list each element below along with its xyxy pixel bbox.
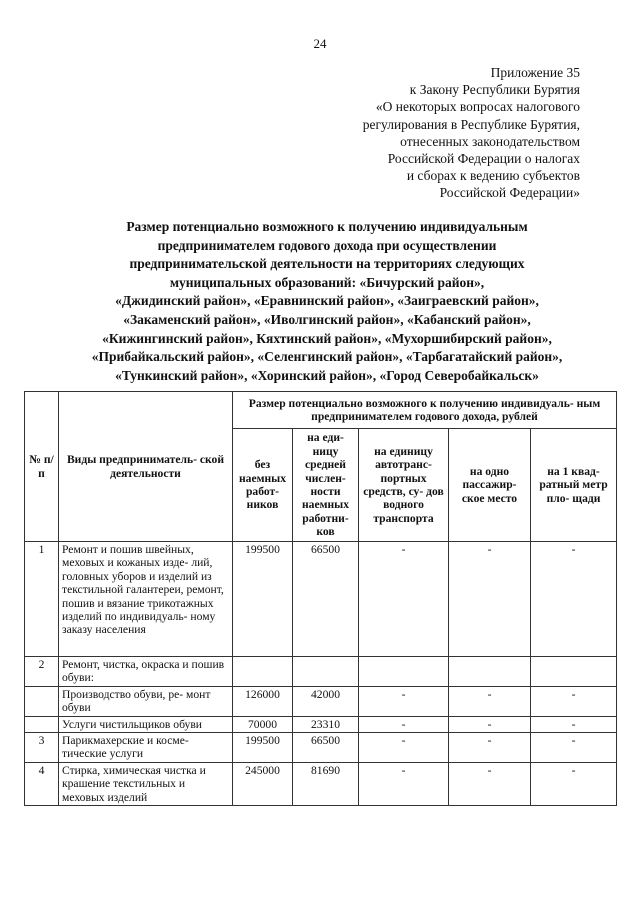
- row-per-sqm: [531, 657, 617, 687]
- row-no-employees: [233, 657, 293, 687]
- appendix-line: отнесенных законодательством: [400, 133, 580, 149]
- header-income-group: Размер потенциально возможного к получению индивидуаль- ным предпринимателем годового дохода, рублей: [233, 392, 617, 429]
- title-line: «Джидинский район», «Еравнинский район», «Заиграевский район»,: [115, 293, 539, 309]
- row-activity: Стирка, химическая чистка и крашение текстильных и меховых изделий: [59, 762, 233, 805]
- title-line: «Закаменский район», «Иволгинский район», «Кабанский район»,: [123, 311, 531, 327]
- row-per-sqm: -: [531, 762, 617, 805]
- table-row: [25, 542, 617, 657]
- header-num: № п/п: [25, 392, 59, 542]
- row-num: 1: [25, 542, 59, 657]
- row-per-vehicle: -: [359, 716, 449, 732]
- row-activity: Ремонт и пошив швейных, меховых и кожаных изде- лий, головных уборов и изделий из текстильной галантереи, ремонт, пошив и вязание трикотажных изделий по индивидуаль- ному заказу населения: [59, 542, 233, 657]
- row-num: [25, 716, 59, 732]
- row-per-employee: 42000: [293, 686, 359, 716]
- title-line: «Кижингинский район», Кяхтинский район», «Мухоршибирский район»,: [102, 330, 552, 346]
- row-per-vehicle: [359, 657, 449, 687]
- title-line: «Тункинский район», «Хоринский район», «Город Северобайкальск»: [115, 367, 539, 383]
- row-per-seat: -: [449, 762, 531, 805]
- row-activity: Парикмахерские и косме- тические услуги: [59, 733, 233, 763]
- row-per-vehicle: -: [359, 542, 449, 657]
- title-line: Размер потенциально возможного к получению индивидуальным: [126, 219, 528, 234]
- row-per-employee: 23310: [293, 716, 359, 732]
- row-no-employees: 199500: [233, 542, 293, 657]
- row-per-seat: -: [449, 542, 531, 657]
- table-row: [25, 686, 617, 716]
- row-per-vehicle: -: [359, 762, 449, 805]
- table-row: [25, 716, 617, 732]
- header-per-employee: на еди- ницу средней числен- ности наемных работни- ков: [293, 429, 359, 542]
- header-per-seat: на одно пассажир- ское место: [449, 429, 531, 542]
- row-activity: Услуги чистильщиков обуви: [59, 716, 233, 732]
- row-per-sqm: -: [531, 733, 617, 763]
- appendix-line: Российской Федерации»: [439, 185, 580, 201]
- row-per-employee: 66500: [293, 542, 359, 657]
- row-per-employee: 66500: [293, 733, 359, 763]
- page-number: 24: [313, 36, 327, 51]
- row-num: 2: [25, 657, 59, 687]
- row-per-seat: -: [449, 716, 531, 732]
- row-no-employees: 70000: [233, 716, 293, 732]
- row-per-vehicle: -: [359, 733, 449, 763]
- appendix-line: Российской Федерации о налогах: [387, 151, 580, 167]
- appendix-reference: [280, 64, 580, 202]
- row-per-seat: -: [449, 686, 531, 716]
- appendix-line: Приложение 35: [490, 65, 580, 80]
- row-per-employee: [293, 657, 359, 687]
- row-per-vehicle: -: [359, 686, 449, 716]
- row-num: [25, 686, 59, 716]
- appendix-line: регулирования в Республике Бурятия,: [362, 116, 580, 132]
- row-activity: Производство обуви, ре- монт обуви: [59, 686, 233, 716]
- row-no-employees: 126000: [233, 686, 293, 716]
- table-row: [25, 762, 617, 805]
- title-line: «Прибайкальский район», «Селенгинский район», «Тарбагатайский район»,: [91, 349, 563, 365]
- row-per-sqm: -: [531, 542, 617, 657]
- appendix-line: к Закону Республики Бурятия: [409, 82, 580, 98]
- row-per-seat: -: [449, 733, 531, 763]
- appendix-line: «О некоторых вопросах налогового: [375, 99, 580, 115]
- appendix-line: и сборах к ведению субъектов: [406, 168, 580, 184]
- header-no-employees: без наемных работ- ников: [233, 429, 293, 542]
- row-num: 3: [25, 733, 59, 763]
- row-no-employees: 245000: [233, 762, 293, 805]
- table-row: [25, 657, 617, 687]
- row-num: 4: [25, 762, 59, 805]
- income-table: [24, 391, 617, 806]
- title-line: предпринимательской деятельности на территориях следующих: [129, 256, 525, 272]
- row-per-seat: [449, 657, 531, 687]
- header-activity: Виды предприниматель- ской деятельности: [59, 392, 233, 542]
- row-no-employees: 199500: [233, 733, 293, 763]
- row-per-employee: 81690: [293, 762, 359, 805]
- table-row: [25, 733, 617, 763]
- title-line: предпринимателем годового дохода при осуществлении: [157, 237, 497, 253]
- row-per-sqm: -: [531, 686, 617, 716]
- document-title: [60, 218, 594, 385]
- header-per-vehicle: на единицу автотранс- портных средств, су- дов водного транспорта: [359, 429, 449, 542]
- row-activity: Ремонт, чистка, окраска и пошив обуви:: [59, 657, 233, 687]
- title-line: муниципальных образований: «Бичурский район»,: [169, 274, 485, 290]
- row-per-sqm: -: [531, 716, 617, 732]
- header-per-sqm: на 1 квад- ратный метр пло- щади: [531, 429, 617, 542]
